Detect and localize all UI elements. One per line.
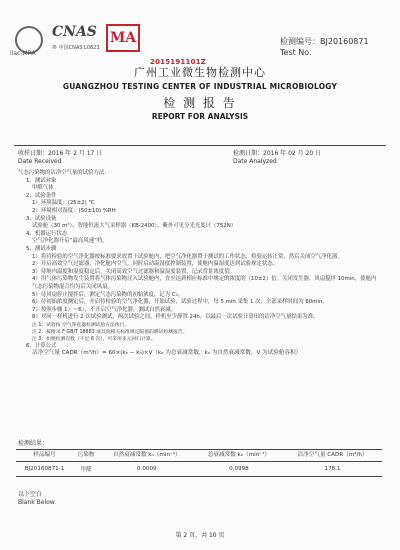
note-1: 注 1：试验按 空气净化器检测试验方法执行。: [32, 322, 130, 328]
report-title-en: REPORT FOR ANALYSIS: [151, 112, 249, 121]
table-row: BJ20160871-1 甲醛 0.0009 0.0998 178.1: [16, 462, 382, 477]
results-label: 检测结果：: [18, 440, 49, 447]
step-4: 4）用气体污染物发生装置将气体污染物注入试验舱内，直至达到相应标准中规定的浓度的（10±2）倍。关闭发生器。风扇搅拌 10min，使舱内气态污染物混合均匀后关闭风扇。: [32, 276, 377, 290]
report-title-cn: 检 测 报 告: [163, 96, 237, 110]
step-5: 5）待风扇停止搅拌后，测定气态污染物的初始浓度，记为 C₀。: [32, 291, 184, 298]
report-header: [0, 64, 400, 121]
col-total-decay: 总衰减常数 kₑ（min⁻¹）: [195, 450, 283, 462]
blank-below: 以下空白 Blank Below: [18, 491, 55, 506]
step-7: 7）按照步骤 1）～6），不开启空气净化器，测试自然衰减。: [32, 306, 177, 313]
date-analyzed: 检测日期：2016 年 02 月 20 日 Date Analyzed: [233, 150, 322, 165]
step-1: 1）将待检验的空气净化器按标准要求放置于试验舱内，把空气净化器置于测试的工作状态，检验运转正常，然后关闭空气净化器。: [32, 253, 343, 260]
step-2: 2）开启高效空气过滤器，净化舱内空气，同时启动温湿度控制装置，使舱内温湿度达到试验规定状态。: [32, 261, 279, 268]
cadr-formula: 洁净空气量 CADR（m³/h）= 60×(kₑ − kₙ)×V（kₑ 为总衰减常数，kₙ 为自然衰减常数，V 为试验舱容积）: [32, 350, 302, 357]
method-intro: 气态污染物的洁净空气量的试验方法：: [18, 170, 110, 176]
report-number-value: BJ20160871: [320, 37, 369, 46]
org-name-en: GUANGZHOU TESTING CENTER OF INDUSTRIAL MICROBIOLOGY: [62, 82, 338, 91]
results-table: [16, 449, 382, 477]
note-2: 注 2：按附录 F GB/T 18883 或其他相关标准规定限值的测试检测报告。: [32, 329, 188, 335]
org-name-cn: 广州工业微生物检测中心: [134, 66, 266, 79]
header-divider: [14, 145, 386, 146]
step-6: 6）待初始浓度测定后，开启待检验的空气净化器，开始试验，试验过程中，每 5 min 采集 1 次，全部采样时间为 60min。: [32, 299, 328, 306]
page-number: 第 2 页，共 10 页: [175, 532, 225, 539]
step-8: 8）对同一样机进行 2 次试验测试，两次试验之间，样机至少静置 24h，以最后一次试验计算出的洁净空气量结果为准。: [32, 314, 319, 321]
col-sample-id: 样品编号: [16, 450, 73, 462]
date-received: 收样日期：2016 年 2 月 17 日 Date Received: [18, 150, 103, 165]
note-3: 注 3：如要检测次数（不足 6 次），可采用多元回归计算。: [32, 336, 156, 342]
col-natural-decay: 自然衰减常数 kₙ（min⁻¹）: [99, 450, 195, 462]
col-pollutant: 污染物: [73, 450, 99, 462]
ilac-mra-logo: ilac-MRA: [10, 24, 46, 58]
accreditation-logos: [10, 24, 140, 62]
method-section: 气态污染物的洁净空气量的试验方法： 1、测试对象 甲醛气体 2、试验条件 1）环境温度：(25±2) ℃ 2）环境相对湿度：(50±10) %RH 3、试验设备 试验舱（30 m³）、智能恒流大气采样器（KB-2400）、紫外可见分光光度计（752N） 4、机器运行状态 空气净化器开启“最高风速”档。 5、测试步骤 1）将待检验的空气净化器按标准要求放置于试验舱内，把空气净化器置于测试的工作状态，检验运转正常，然后关闭空气净化器。 2）开启高效空气过滤器，净化舱内空气，同时启动温湿度控制装置，使舱内温湿度达到试验规定状态。 3）待舱内温度和湿度稳定后，关闭高效空气过滤器和温湿度装置，记录背景浓度值。 4）用气体污染物发生装置将气体污染物注入试验舱内，直至达到相应标准中规定的浓度的（10±2）倍。关闭发生器。风扇搅拌 10min，使舱内气态污染物混合均匀后关闭风扇。 5）待风扇停止搅拌后，测定气态污染物的初始浓度，记为 C₀。 6）待初始浓度测定后，开启待检验的空气净化器，开始试验，试验过程中，每 5 min 采集 1 次，全部采样时间为 60min。 7）按照步骤 1）～6），不开启空气净化器，测试自然衰减。 8）对同一样机进行 2 次试验测试，两次试验之间，样机至少静置 24h，以最后一次试验计算出的洁净空气量结果为准。 注 1：试验按 空气净化器检测试验方法执行。 注 2：按附录 F GB/T 18883 或其他相关标准规定限值的测试检测报告。 注 3：如要检测次数（不足 6 次），可采用多元回归计算。 6、计算公式 洁净空气量 CADR（m³/h）= 60×(kₑ − kₙ)×V（kₑ 为总衰减常数，kₙ 为自然衰减常数，V 为试验舱容积）: [18, 170, 377, 357]
step-3: 3）待舱内温度和湿度稳定后，关闭高效空气过滤器和温湿度装置，记录背景浓度值。: [32, 268, 235, 275]
col-cadr: 洁净空气量 CADR（m³/h）: [283, 450, 382, 462]
cma-number: 2015191101Z: [150, 58, 206, 66]
report-number: 检测编号：BJ20160871 Test No.: [280, 37, 369, 57]
cma-logo: MA: [106, 24, 140, 54]
cnas-logo: CNAS ® 中国CNAS L0823: [52, 24, 100, 51]
